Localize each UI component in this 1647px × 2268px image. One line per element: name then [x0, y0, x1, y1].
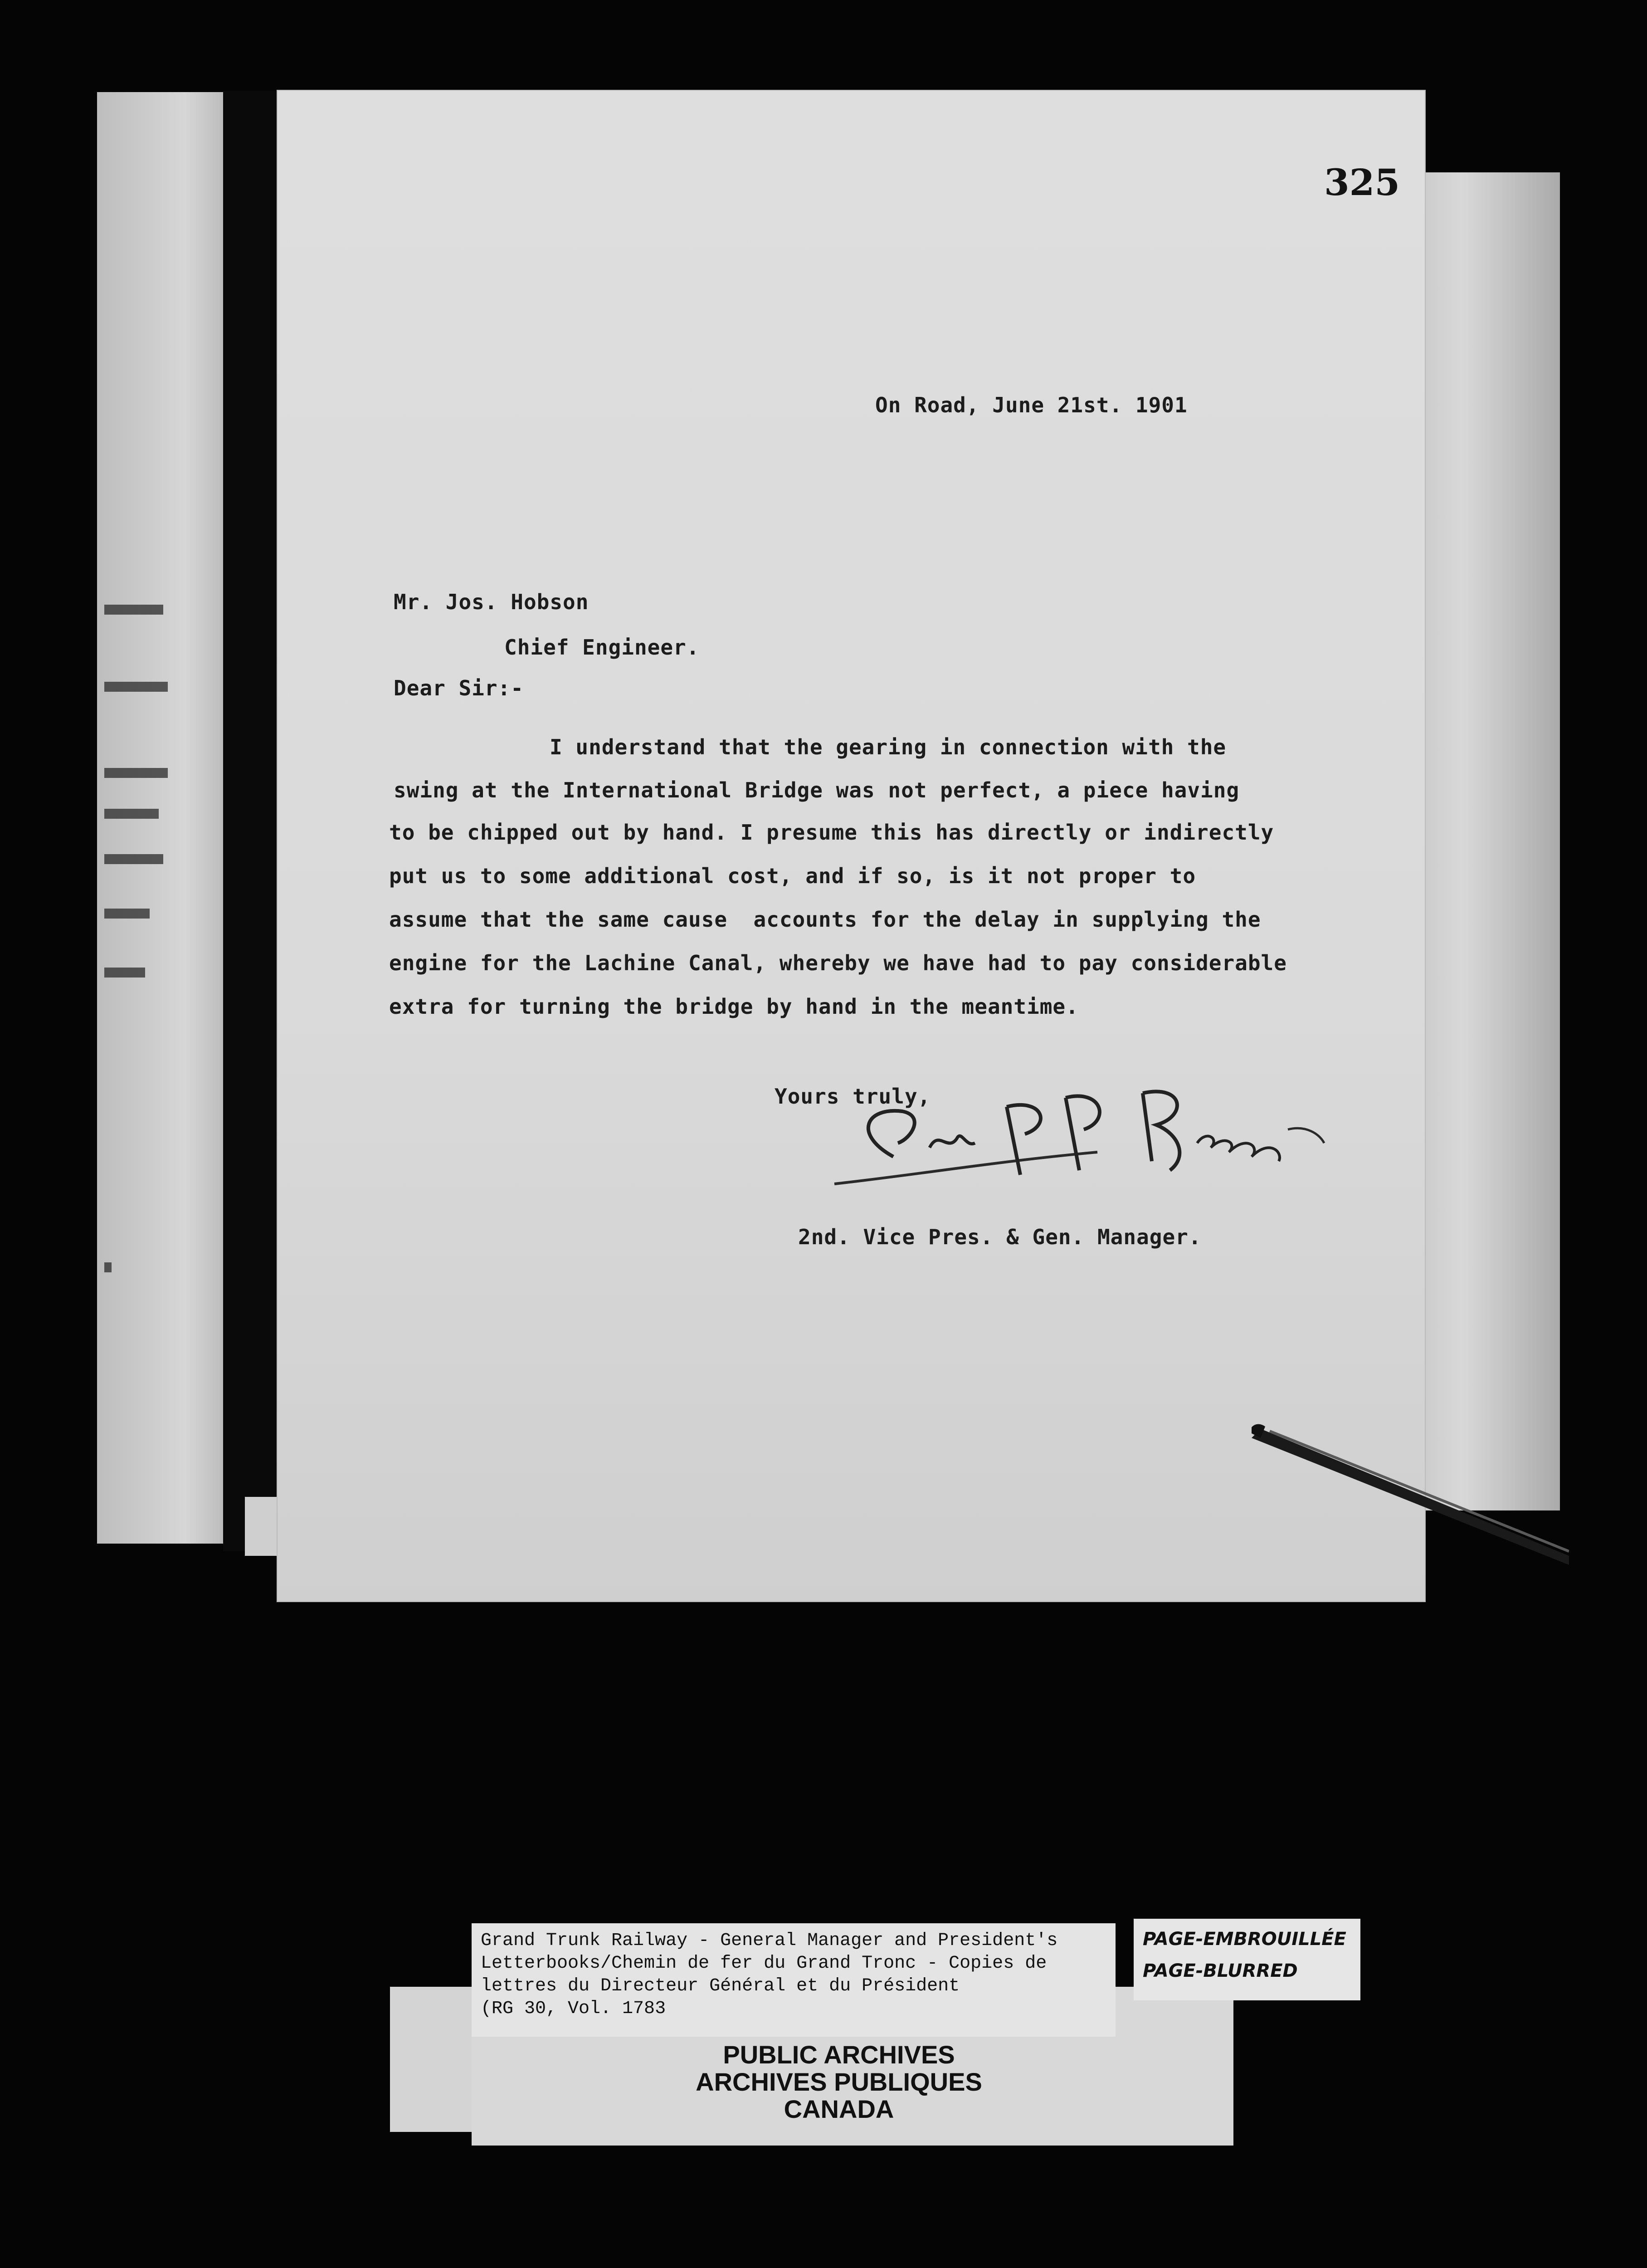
left-page-text-fragment — [104, 968, 145, 978]
body-line: swing at the International Bridge was not perfect, a piece having — [394, 778, 1240, 802]
salutation: Dear Sir:- — [394, 676, 524, 700]
pointer-pen — [1252, 1420, 1569, 1565]
body-line: engine for the Lachine Canal, whereby we have had to pay considerable — [389, 951, 1287, 975]
left-page-text-fragment — [104, 1262, 112, 1272]
book-gutter — [223, 91, 278, 1551]
body-line: put us to some additional cost, and if so, is it not proper to — [389, 864, 1196, 888]
recipient-title: Chief Engineer. — [504, 635, 700, 660]
recipient-name: Mr. Jos. Hobson — [394, 590, 589, 614]
catalog-label — [472, 1923, 1116, 2037]
letter-page — [278, 91, 1425, 1601]
left-page-text-fragment — [104, 854, 163, 864]
body-line: assume that the same cause accounts for the delay in supplying the — [389, 907, 1261, 932]
left-page-text-fragment — [104, 605, 163, 615]
dateline: On Road, June 21st. 1901 — [875, 393, 1188, 417]
blurred-page-note — [1134, 1919, 1360, 2000]
catalog-label-line: lettres du Directeur Général et du Président — [481, 1976, 960, 1996]
archive-stamp-line: CANADA — [784, 2095, 894, 2123]
catalog-label-line: Letterbooks/Chemin de fer du Grand Tronc - Copies de — [481, 1953, 1047, 1974]
body-line: I understand that the gearing in connection with the — [550, 735, 1227, 759]
body-line: extra for turning the bridge by hand in the meantime. — [389, 994, 1079, 1019]
left-page-text-fragment — [104, 768, 168, 778]
archive-stamp — [544, 2041, 1134, 2123]
adjacent-left-page — [97, 92, 223, 1544]
signer-title: 2nd. Vice Pres. & Gen. Manager. — [798, 1225, 1202, 1249]
closing: Yours truly, — [775, 1084, 931, 1109]
left-page-text-fragment — [104, 682, 168, 692]
page-number: 325 — [1324, 161, 1400, 204]
archive-stamp-line: PUBLIC ARCHIVES — [723, 2040, 955, 2069]
archive-stamp-line: ARCHIVES PUBLIQUES — [696, 2068, 982, 2096]
catalog-label-line: (RG 30, Vol. 1783 — [481, 1999, 666, 2019]
body-line: to be chipped out by hand. I presume this has directly or indirectly — [389, 820, 1274, 845]
left-page-text-fragment — [104, 809, 159, 819]
catalog-label-line: Grand Trunk Railway - General Manager and President's — [481, 1931, 1058, 1951]
left-page-text-fragment — [104, 909, 150, 919]
handwritten-signature — [825, 1080, 1347, 1198]
blurred-page-note-line: PAGE-EMBROUILLÉE — [1143, 1929, 1346, 1950]
blurred-page-note-line: PAGE-BLURRED — [1143, 1960, 1298, 1981]
